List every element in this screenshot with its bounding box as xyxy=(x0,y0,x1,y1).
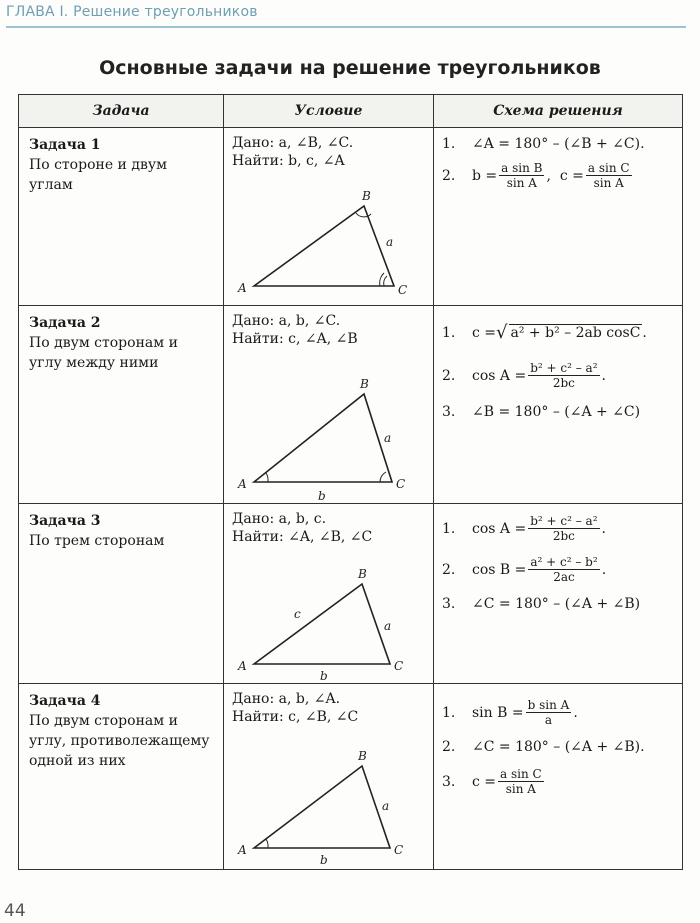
task-title: Задача 1 xyxy=(29,137,101,153)
table-row xyxy=(19,128,683,306)
side-label-c: c xyxy=(294,607,301,621)
solution-step xyxy=(442,698,678,727)
step-number: 1. xyxy=(442,520,456,537)
fraction xyxy=(528,555,599,584)
vertex-label-b: B xyxy=(362,189,371,203)
denominator: a xyxy=(544,713,553,727)
vertex-label-c: C xyxy=(394,843,404,857)
fraction xyxy=(528,514,599,543)
chapter-title: ГЛАВА I. Решение треугольников xyxy=(6,4,258,20)
side-label-a: a xyxy=(384,619,392,633)
denominator: sin A xyxy=(593,176,624,190)
given-text: Дано: a, ∠B, ∠C. xyxy=(232,135,354,151)
solution-step xyxy=(442,161,678,190)
formula-tail: . xyxy=(642,324,647,341)
solution-cell xyxy=(434,128,683,306)
formula-tail: . xyxy=(601,367,606,384)
side-label-b: b xyxy=(320,669,328,683)
step-number: 1. xyxy=(442,704,456,721)
vertex-label-c: C xyxy=(396,477,406,491)
triangle-diagram xyxy=(224,730,424,870)
denominator: 2bc xyxy=(552,529,575,543)
formula-lhs: b = xyxy=(472,167,498,184)
column-header-task: Задача xyxy=(19,95,224,128)
given-text: Дано: a, b, c. xyxy=(232,511,327,527)
fraction xyxy=(586,161,632,190)
fraction xyxy=(499,161,544,190)
numerator: a sin C xyxy=(500,767,542,781)
vertex-label-b: B xyxy=(358,567,367,581)
step-number: 3. xyxy=(442,773,456,790)
condition-cell xyxy=(224,684,434,870)
solution-cell xyxy=(434,504,683,684)
solution-step xyxy=(442,322,678,343)
table-row xyxy=(19,306,683,504)
solution-step xyxy=(442,739,678,755)
step-formula: ∠C = 180° – (∠A + ∠B). xyxy=(472,739,645,755)
task-title: Задача 3 xyxy=(29,513,101,529)
formula-lhs: cos B = xyxy=(472,561,527,578)
vertex-label-a: A xyxy=(238,843,247,857)
step-number: 3. xyxy=(442,404,456,420)
vertex-label-a: A xyxy=(238,659,247,673)
find-text: Найти: c, ∠B, ∠C xyxy=(232,709,359,725)
step-formula: ∠B = 180° – (∠A + ∠C) xyxy=(472,404,641,420)
triangle-diagram xyxy=(224,176,424,306)
side-label-a: a xyxy=(386,235,394,249)
chapter-header xyxy=(6,4,686,30)
task-cell xyxy=(19,306,224,504)
radicand: a² + b² – 2ab cosC xyxy=(510,325,641,341)
denominator: sin A xyxy=(506,176,537,190)
vertex-label-a: A xyxy=(238,477,247,491)
solution-step xyxy=(442,514,678,543)
column-header-solution: Схема решения xyxy=(434,95,683,128)
triangle-diagram xyxy=(224,354,424,504)
vertex-label-c: C xyxy=(398,283,408,297)
given-text: Дано: a, b, ∠A. xyxy=(232,691,341,707)
vertex-label-b: B xyxy=(360,377,369,391)
fraction xyxy=(528,361,599,390)
fraction xyxy=(526,698,572,727)
step-number: 2. xyxy=(442,367,456,384)
vertex-label-b: B xyxy=(358,749,367,763)
column-header-condition: Условие xyxy=(224,95,434,128)
task-description: По трем сторонам xyxy=(29,533,165,549)
sqrt-sign-icon: √ xyxy=(496,322,508,343)
task-description: По двум сторонам и углу, противолежащему одной из них xyxy=(29,713,210,769)
step-number: 2. xyxy=(442,561,456,578)
vertex-label-a: A xyxy=(238,281,247,295)
find-text: Найти: b, c, ∠A xyxy=(232,153,345,169)
formula-tail: . xyxy=(573,704,578,721)
numerator: b sin A xyxy=(527,698,570,712)
formula-lhs: cos A = xyxy=(472,367,527,384)
side-label-b: b xyxy=(318,489,326,503)
task-cell xyxy=(19,504,224,684)
find-text: Найти: c, ∠A, ∠B xyxy=(232,331,358,347)
task-cell xyxy=(19,684,224,870)
task-description: По стороне и двум углам xyxy=(29,157,167,193)
denominator: sin A xyxy=(505,782,536,796)
condition-cell xyxy=(224,306,434,504)
tasks-table xyxy=(18,94,683,870)
denominator: 2bc xyxy=(552,376,575,390)
numerator: b² + c² – a² xyxy=(530,514,598,528)
condition-cell xyxy=(224,504,434,684)
side-label-b: b xyxy=(320,853,328,867)
solution-step xyxy=(442,555,678,584)
task-cell xyxy=(19,128,224,306)
step-formula: ∠A = 180° – (∠B + ∠C). xyxy=(472,136,645,152)
step-number: 1. xyxy=(442,324,456,341)
table-header-row xyxy=(19,95,683,128)
step-number: 2. xyxy=(442,167,456,184)
side-label-a: a xyxy=(384,431,392,445)
solution-step xyxy=(442,136,678,152)
find-text: Найти: ∠A, ∠B, ∠C xyxy=(232,529,373,545)
given-text: Дано: a, b, ∠C. xyxy=(232,313,341,329)
step-formula: ∠C = 180° – (∠A + ∠B) xyxy=(472,596,641,612)
task-title: Задача 4 xyxy=(29,693,101,709)
page-number: 44 xyxy=(4,901,26,921)
solution-cell xyxy=(434,684,683,870)
fraction xyxy=(498,767,544,796)
task-description: По двум сторонам и углу между ними xyxy=(29,335,178,371)
table-row xyxy=(19,684,683,870)
condition-cell xyxy=(224,128,434,306)
solution-step xyxy=(442,596,678,612)
solution-step xyxy=(442,361,678,390)
numerator: a² + c² – b² xyxy=(530,555,598,569)
formula-tail: . xyxy=(601,520,606,537)
formula-lhs: , c = xyxy=(546,167,584,184)
solution-step xyxy=(442,404,678,420)
numerator: a sin C xyxy=(587,161,630,175)
page-title: Основные задачи на решение треугольников xyxy=(99,57,601,79)
side-label-a: a xyxy=(382,799,390,813)
denominator: 2ac xyxy=(553,570,575,584)
step-number: 3. xyxy=(442,596,456,612)
triangle-diagram xyxy=(224,550,424,685)
step-number: 1. xyxy=(442,136,456,152)
solution-step xyxy=(442,767,678,796)
numerator: a sin B xyxy=(501,161,543,175)
formula-lhs: c = xyxy=(472,773,497,790)
formula-lhs: sin B = xyxy=(472,704,524,721)
numerator: b² + c² – a² xyxy=(530,361,598,375)
step-number: 2. xyxy=(442,739,456,755)
formula-lhs: c = xyxy=(472,324,497,341)
solution-cell xyxy=(434,306,683,504)
task-title: Задача 2 xyxy=(29,315,101,331)
formula-tail: . xyxy=(601,561,607,578)
header-rule xyxy=(6,26,686,28)
table-row xyxy=(19,504,683,684)
vertex-label-c: C xyxy=(394,659,404,673)
formula-lhs: cos A = xyxy=(472,520,527,537)
